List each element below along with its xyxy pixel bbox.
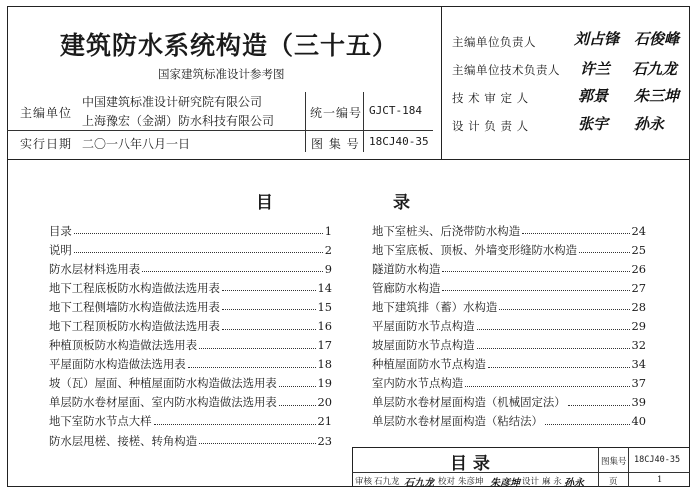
toc-entry-page: 29: [631, 319, 646, 334]
editor-unit-1: 中国建筑标准设计研究院有限公司: [82, 95, 263, 109]
toc-entry-page: 1: [324, 223, 332, 238]
signature: 孙永: [634, 115, 665, 133]
toc-entry[interactable]: [49, 297, 332, 316]
signature: 石俊峰: [634, 30, 680, 48]
designer-signature: 孙永: [564, 478, 584, 489]
reviewer-signature: 石九龙: [404, 478, 434, 489]
toc-entry-page: 24: [631, 223, 646, 238]
toc-leader-dots: [465, 386, 629, 387]
toc-leader-dots: [545, 424, 630, 425]
checker-signature: 朱彦坤: [490, 478, 520, 489]
toc-entry-title: 地下工程底板防水构造做法选用表: [49, 280, 220, 295]
toc-entry[interactable]: [372, 278, 646, 297]
toc-left-column: [49, 221, 332, 450]
toc-leader-dots: [74, 233, 323, 234]
toc-entry[interactable]: [372, 259, 646, 278]
toc-entry[interactable]: [372, 316, 646, 335]
toc-leader-dots: [222, 309, 316, 310]
toc-entry-page: 21: [317, 414, 332, 429]
toc-entry-title: 说明: [49, 242, 72, 257]
toc-entry-page: 28: [631, 299, 646, 314]
toc-entry-page: 17: [317, 338, 332, 353]
footer-title: 目 录: [450, 454, 490, 474]
signature: 张宇: [578, 115, 609, 133]
page-number: 1: [657, 475, 663, 485]
toc-leader-dots: [279, 405, 316, 406]
toc-leader-dots: [154, 424, 316, 425]
toc-leader-dots: [579, 252, 629, 253]
title-block-footer: [352, 447, 690, 487]
signature: 许兰: [580, 60, 611, 78]
toc-leader-dots: [488, 367, 630, 368]
header-divider-vertical: [441, 7, 442, 159]
check-label: 校对: [438, 477, 456, 487]
effective-date: 二〇一八年八月一日: [82, 137, 191, 151]
toc-leader-dots: [222, 290, 316, 291]
toc-entry[interactable]: [372, 374, 646, 393]
toc-entry-page: 40: [631, 414, 646, 429]
checker-name: 朱彦坤: [458, 477, 484, 487]
toc-entry-page: 32: [631, 338, 646, 353]
toc-entry-title: 地下室桩头、后浇带防水构造: [372, 223, 521, 238]
toc-entry-title: 管廊防水构造: [372, 280, 441, 295]
page-title: 建筑防水系统构造（三十五）: [60, 31, 399, 60]
toc-entry[interactable]: [49, 431, 332, 450]
toc-heading-part: 录: [393, 193, 410, 213]
header-row-line: [7, 130, 433, 131]
signature: 刘占锋: [574, 30, 620, 48]
toc-entry-title: 地下建筑排（蓄）水构造: [372, 299, 498, 314]
toc-right-column: [372, 221, 646, 431]
toc-leader-dots: [442, 271, 629, 272]
toc-entry-page: 39: [631, 395, 646, 410]
footer-col-line: [598, 447, 599, 487]
toc-leader-dots: [199, 443, 315, 444]
toc-entry[interactable]: [372, 412, 646, 431]
header-col-line: [305, 92, 306, 152]
signature: 郭景: [578, 87, 609, 105]
toc-entry-page: 2: [324, 242, 332, 257]
role-label-chief-unit: 主编单位负责人: [452, 35, 536, 49]
toc-entry[interactable]: [49, 355, 332, 374]
editor-unit-2: 上海豫宏（金湖）防水科技有限公司: [82, 114, 275, 128]
toc-entry-title: 坡屋面防水节点构造: [372, 338, 475, 353]
toc-entry[interactable]: [49, 240, 332, 259]
toc-entry[interactable]: [49, 336, 332, 355]
footer-box: [352, 447, 690, 487]
toc-entry-title: 平屋面防水构造做法选用表: [49, 357, 186, 372]
toc-entry-page: 19: [317, 376, 332, 391]
toc-entry-page: 34: [631, 357, 646, 372]
toc-entry-page: 26: [631, 261, 646, 276]
toc-entry-page: 23: [317, 433, 332, 448]
toc-leader-dots: [279, 386, 316, 387]
toc-entry[interactable]: [372, 297, 646, 316]
toc-entry-title: 隧道防水构造: [372, 261, 441, 276]
toc-leader-dots: [222, 329, 316, 330]
role-label-tech-review: 技 术 审 定 人: [452, 91, 529, 105]
toc-entry[interactable]: [372, 221, 646, 240]
page-label: 页: [609, 477, 618, 487]
toc-entry-title: 种植屋面防水节点构造: [372, 357, 486, 372]
toc-leader-dots: [499, 309, 629, 310]
toc-entry-title: 单层防水卷材屋面构造（机械固定法）: [372, 395, 566, 410]
toc-entry-title: 种植顶板防水构造做法选用表: [49, 338, 198, 353]
toc-entry-title: 地下工程侧墙防水构造做法选用表: [49, 299, 220, 314]
atlas-no-label: 图 集 号: [311, 137, 360, 151]
toc-entry-title: 平屋面防水节点构造: [372, 319, 475, 334]
toc-entry[interactable]: [49, 374, 332, 393]
toc-entry[interactable]: [372, 336, 646, 355]
toc-entry-title: 坡（瓦）屋面、种植屋面防水构造做法选用表: [49, 376, 277, 391]
review-label: 审核: [355, 477, 373, 487]
toc-entry[interactable]: [49, 412, 332, 431]
design-label: 设计: [522, 477, 540, 487]
toc-entry[interactable]: [49, 221, 332, 240]
toc-leader-dots: [477, 329, 630, 330]
toc-leader-dots: [199, 348, 315, 349]
toc-entry-title: 单层防水卷材屋面构造（粘结法）: [372, 414, 543, 429]
toc-leader-dots: [142, 271, 323, 272]
toc-entry-title: 地下工程顶板防水构造做法选用表: [49, 319, 220, 334]
subtitle: 国家建筑标准设计参考图: [158, 67, 285, 81]
toc-entry[interactable]: [372, 355, 646, 374]
toc-entry-title: 地下室底板、顶板、外墙变形缝防水构造: [372, 242, 578, 257]
role-label-design-lead: 设 计 负 责 人: [452, 119, 529, 133]
toc-entry[interactable]: [49, 393, 332, 412]
toc-entry[interactable]: [49, 316, 332, 335]
toc-entry-title: 地下室防水节点大样: [49, 414, 152, 429]
toc-entry[interactable]: [49, 278, 332, 297]
signature: 石九龙: [632, 60, 678, 78]
signature: 朱三坤: [634, 87, 680, 105]
effective-date-label: 实行日期: [20, 137, 73, 151]
unified-code: GJCT-184: [369, 104, 422, 117]
toc-entry-page: 14: [317, 280, 332, 295]
reviewer-name: 石九龙: [374, 477, 400, 487]
toc-leader-dots: [522, 233, 629, 234]
toc-entry-page: 9: [324, 261, 332, 276]
header-divider: [8, 159, 689, 160]
toc-leader-dots: [442, 290, 629, 291]
editor-unit-label: 主编单位: [20, 106, 73, 120]
toc-entry-page: 20: [317, 395, 332, 410]
toc-entry-page: 18: [317, 357, 332, 372]
toc-entry[interactable]: [372, 240, 646, 259]
toc-entry[interactable]: [49, 259, 332, 278]
toc-leader-dots: [74, 252, 323, 253]
toc-entry-title: 目录: [49, 223, 72, 238]
footer-row-line: [352, 472, 690, 473]
footer-atlas-label: 图集号: [601, 457, 627, 467]
footer-col-line: [628, 447, 629, 487]
toc-entry-page: 15: [317, 299, 332, 314]
toc-entry-page: 16: [317, 319, 332, 334]
unified-code-label: 统一编号: [310, 106, 363, 120]
toc-entry-title: 室内防水节点构造: [372, 376, 464, 391]
toc-entry[interactable]: [372, 393, 646, 412]
toc-entry-page: 27: [631, 280, 646, 295]
toc-leader-dots: [477, 348, 630, 349]
toc-heading-part: 目: [256, 193, 273, 213]
role-label-tech-chief: 主编单位技术负责人: [452, 63, 560, 77]
toc-entry-title: 防水层甩槎、接槎、转角构造: [49, 433, 198, 448]
toc-entry-page: 37: [631, 376, 646, 391]
toc-entry-page: 25: [631, 242, 646, 257]
header-col-line-2: [363, 92, 364, 152]
toc-leader-dots: [568, 405, 630, 406]
footer-atlas-no: 18CJ40-35: [634, 455, 681, 465]
toc-entry-title: 防水层材料选用表: [49, 261, 141, 276]
designer-name: 麻 永: [542, 477, 562, 487]
toc-entry-title: 单层防水卷材屋面、室内防水构造做法选用表: [49, 395, 277, 410]
toc-leader-dots: [188, 367, 316, 368]
atlas-no: 18CJ40-35: [369, 135, 429, 148]
